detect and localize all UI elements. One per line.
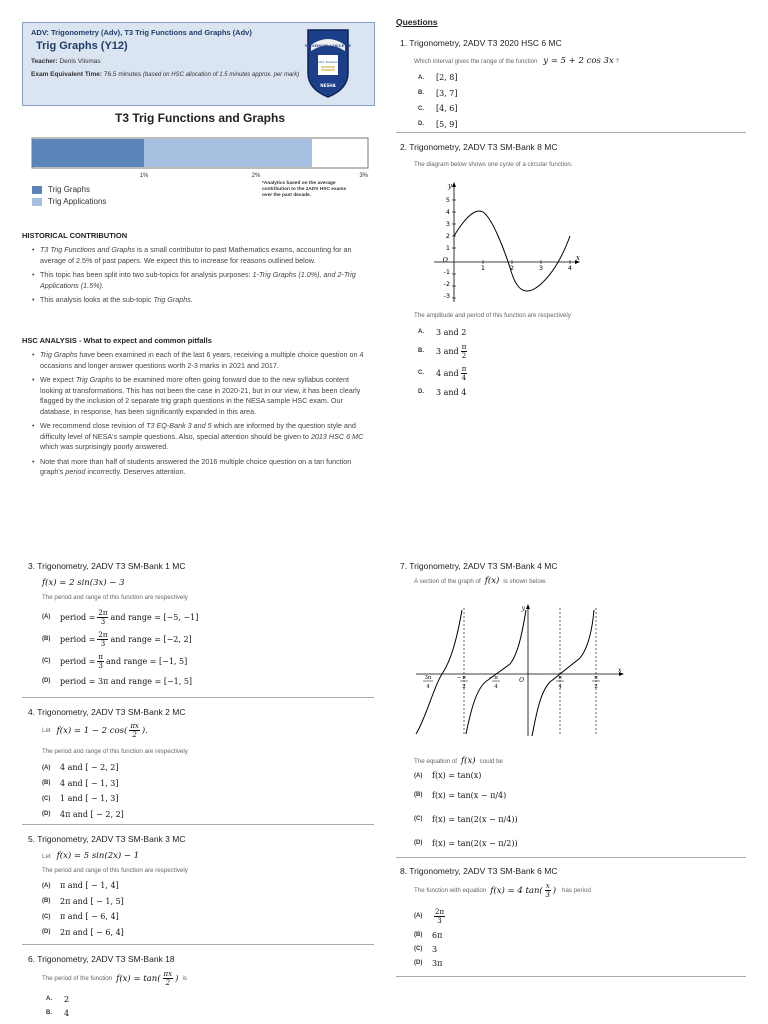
question-1-title: 1. Trigonometry, 2ADV T3 2020 HSC 6 MC <box>400 38 562 48</box>
sine-graph <box>414 178 594 306</box>
question-5-options <box>42 878 124 940</box>
svg-text:Tuition Excellence: Tuition Excellence <box>316 61 340 64</box>
option-b[interactable]: (B) f(x) = tan(x − π/4) <box>414 790 507 800</box>
svg-text:O: O <box>519 677 524 684</box>
exam-time-line: Exam Equivalent Time: 76.5 minutes (based on HSC allocation of 1.5 minutes approx. per mark) <box>31 71 300 78</box>
svg-text:x: x <box>618 667 622 674</box>
question-2-text: The diagram below shows one cycle of a circular function. <box>414 161 573 168</box>
tan-graph <box>412 600 630 740</box>
course-label: ADV: Trigonometry (Adv), T3 Trig Functions and Graphs (Adv) <box>31 28 252 37</box>
svg-text:y: y <box>521 605 525 612</box>
college-crest-logo <box>305 27 351 99</box>
svg-text:4: 4 <box>567 264 573 272</box>
x-tick-label: 1% <box>139 173 149 179</box>
option-c[interactable]: (C) 3 <box>414 944 438 954</box>
analytics-note: *Analytics based on the average contribution to the 2ADV HSC exams over the past decade. <box>262 181 347 198</box>
option-d[interactable]: (D) 3π <box>414 958 443 968</box>
historical-heading: HISTORICAL CONTRIBUTION <box>22 231 128 240</box>
question-3-formula: f(x) = 2 sin(3x) − 3 <box>42 578 125 588</box>
list-item: • This analysis looks at the sub-topic Trig Graphs. <box>22 295 372 306</box>
svg-text:3: 3 <box>538 264 544 272</box>
option-b[interactable]: (B) 6π <box>414 930 443 940</box>
question-8-formula: The function with equation f(x) = 4 tan( $\frac{x}{3}$ ) has period <box>414 882 591 899</box>
question-7-options <box>414 768 518 855</box>
option-a[interactable]: (A) π and [ − 1, 4] <box>42 881 119 891</box>
questions-heading: Questions <box>396 17 438 27</box>
question-divider <box>396 976 746 977</box>
svg-text:1: 1 <box>480 264 486 272</box>
legend-item: Trig Applications <box>32 196 106 207</box>
question-2-options <box>418 324 469 400</box>
svg-text:−: − <box>488 675 494 681</box>
option-d[interactable]: (D) period = 3π and range = [−1, 5] <box>42 676 193 686</box>
question-divider <box>22 944 374 945</box>
svg-text:y: y <box>448 182 452 190</box>
svg-text:-2: -2 <box>443 280 450 288</box>
option-c[interactable]: (C) f(x) = tan(2(x − π/4)) <box>414 814 518 824</box>
svg-text:4: 4 <box>558 684 562 690</box>
svg-text:3π: 3π <box>424 675 432 681</box>
list-item: • T3 Trig Functions and Graphs is a small contributor to past Mathematics exams, accounting for an average of 2.5% of past papers. We expect this to increase for reasons outlined below. <box>22 245 372 266</box>
question-divider <box>22 824 374 825</box>
legend-item: Trig Graphs <box>32 184 106 195</box>
question-4-text: The period and range of this function are respectively <box>42 748 188 755</box>
question-5-title: 5. Trigonometry, 2ADV T3 SM-Bank 3 MC <box>28 834 186 844</box>
question-4-formula: Let f(x) = 1 − 2 cos( $\frac{\pi x}{2}$ ). <box>42 722 148 739</box>
question-7-prompt: The equation of f(x) could be <box>414 756 503 766</box>
question-2-title: 2. Trigonometry, 2ADV T3 SM-Bank 8 MC <box>400 142 558 152</box>
teacher-line: Teacher: Denis Vlismas <box>31 58 101 65</box>
question-4-title: 4. Trigonometry, 2ADV T3 SM-Bank 2 MC <box>28 707 186 717</box>
x-tick-label: 3% <box>359 173 368 179</box>
option-b[interactable]: (B) period = $\frac{2\pi}{3}$ and range = [−2, 2] <box>42 630 192 648</box>
question-8-title: 8. Trigonometry, 2ADV T3 SM-Bank 6 MC <box>400 866 558 876</box>
option-a[interactable]: A. 3 and 2 <box>418 327 467 337</box>
question-divider <box>396 857 746 858</box>
question-6-formula: The period of the function f(x) = tan( $\frac{\pi x}{2}$ ) is <box>42 970 187 987</box>
svg-text:NESHA: NESHA <box>320 83 336 88</box>
option-d[interactable]: (D) f(x) = tan(2(x − π/2)) <box>414 838 518 848</box>
option-c[interactable]: C. [4, 6] <box>418 104 458 114</box>
svg-text:4: 4 <box>426 684 430 690</box>
option-a[interactable]: A. [2, 8] <box>418 73 458 83</box>
legend-swatch <box>32 198 42 206</box>
svg-text:4: 4 <box>445 208 450 216</box>
bar-segment-0 <box>32 139 144 167</box>
option-b[interactable]: (B) 2π and [ − 1, 5] <box>42 896 124 906</box>
list-item: • We recommend close revision of T3 EQ-Bank 3 and 5 which are informed by the question style and difficulty level of NESA's sample questions. Also, special attention should be given to 2013 HSC 6 MC which was surprisingly poorly answered. <box>22 421 372 453</box>
option-b[interactable]: B. 3 and $\frac{\pi}{2}$ <box>418 342 467 360</box>
question-3-text: The period and range of this function are respectively <box>42 594 188 601</box>
svg-text:4: 4 <box>494 684 498 690</box>
svg-text:π: π <box>462 675 466 681</box>
question-4-options <box>42 760 124 822</box>
svg-text:1: 1 <box>445 244 450 252</box>
question-1-text: Which interval gives the range of the function y = 5 + 2 cos 3x ? <box>414 56 619 66</box>
question-3-options <box>42 606 198 690</box>
x-tick-label: 2% <box>251 173 261 179</box>
option-a[interactable]: (A) period = $\frac{2\pi}{3}$ and range = [−5, −1] <box>42 608 199 626</box>
svg-text:−: − <box>456 675 462 681</box>
option-c[interactable]: (C) 1 and [ − 1, 3] <box>42 794 119 804</box>
option-a[interactable]: (A) $\frac{2\pi}{3}$ <box>414 907 445 925</box>
legend-swatch <box>32 186 42 194</box>
section-title: T3 Trig Functions and Graphs <box>114 111 285 125</box>
svg-text:-1: -1 <box>443 268 450 276</box>
chart-legend <box>32 184 106 208</box>
list-item: • This topic has been split into two sub-topics for analysis purposes: 1-Trig Graphs (1.0%), and 2-Trig Applications (1.5%). <box>22 270 372 291</box>
option-c[interactable]: (C) π and [ − 6, 4] <box>42 912 119 922</box>
option-d[interactable]: D. [5, 9] <box>418 119 458 129</box>
list-item: • Note that more than half of students answered the 2016 multiple choice question on a tan function graph's period incorrectly. Deserves attention. <box>22 457 372 478</box>
option-a[interactable]: (A) f(x) = tan(x) <box>414 771 482 780</box>
historical-list <box>22 245 372 310</box>
question-1-options <box>418 70 458 132</box>
option-b[interactable]: B. 4 <box>46 1008 70 1018</box>
document-title: Trig Graphs (Y12) <box>36 40 128 52</box>
question-6-title: 6. Trigonometry, 2ADV T3 SM-Bank 18 <box>28 954 175 964</box>
hsc-list <box>22 350 372 482</box>
svg-text:3: 3 <box>445 220 450 228</box>
option-d[interactable]: D. 3 and 4 <box>418 387 467 397</box>
question-7-title: 7. Trigonometry, 2ADV T3 SM-Bank 4 MC <box>400 561 558 571</box>
hsc-heading: HSC ANALYSIS - What to expect and common pitfalls <box>22 336 212 345</box>
option-b[interactable]: (B) 4 and [ − 1, 3] <box>42 778 119 788</box>
list-item: • Trig Graphs have been examined in each of the last 6 years, receiving a multiple choice question on 4 occasions and longer answer questions worth 2-3 marks in 2021 and 2017. <box>22 350 372 371</box>
question-8-options <box>414 904 447 970</box>
question-6-options <box>46 992 69 1020</box>
svg-text:π: π <box>558 675 562 681</box>
svg-text:π: π <box>494 675 498 681</box>
option-d[interactable]: (D) 4π and [ − 2, 2] <box>42 809 124 819</box>
option-c[interactable]: (C) period = $\frac{\pi}{3}$ and range = [−1, 5] <box>42 652 188 670</box>
question-divider <box>396 132 746 133</box>
question-3-title: 3. Trigonometry, 2ADV T3 SM-Bank 1 MC <box>28 561 186 571</box>
question-5-text: The period and range of this function are respectively <box>42 867 188 874</box>
header-box <box>22 22 375 106</box>
svg-text:x: x <box>576 254 580 262</box>
option-a[interactable]: (A) 4 and [ − 2, 2] <box>42 763 119 773</box>
option-a[interactable]: A. 2 <box>46 994 70 1004</box>
option-b[interactable]: B. [3, 7] <box>418 88 458 98</box>
contribution-chart <box>30 136 375 182</box>
option-d[interactable]: (D) 2π and [ − 6, 4] <box>42 927 124 937</box>
option-c[interactable]: C. 4 and $\frac{\pi}{4}$ <box>418 364 467 382</box>
list-item: • We expect Trig Graphs to be examined more often going forward due to the new syllabus content looking at transformations. This has not been the case in 2020-21, but in our view, it has been clearly flagged by the inclusion of 2 separate trig graph questions in the NESA sample HSC exam. Our database, in response, has been significantly expanded in this area. <box>22 375 372 417</box>
svg-text:O: O <box>442 256 448 264</box>
question-7-text: A section of the graph of f(x) is shown below. <box>414 576 547 586</box>
svg-text:π: π <box>594 675 598 681</box>
question-divider <box>22 697 374 698</box>
svg-text:-3: -3 <box>443 292 450 300</box>
question-2-prompt: The amplitude and period of this function are respectively <box>414 312 571 319</box>
svg-text:2: 2 <box>509 264 515 272</box>
question-5-formula: Let f(x) = 5 sin(2x) − 1 <box>42 851 140 861</box>
svg-text:5: 5 <box>445 196 450 204</box>
svg-text:2: 2 <box>594 684 598 690</box>
svg-text:2: 2 <box>445 232 450 240</box>
bar-segment-1 <box>144 139 312 167</box>
svg-text:WINDSOR COLLEGE: WINDSOR COLLEGE <box>305 43 351 48</box>
svg-text:2: 2 <box>462 684 466 690</box>
